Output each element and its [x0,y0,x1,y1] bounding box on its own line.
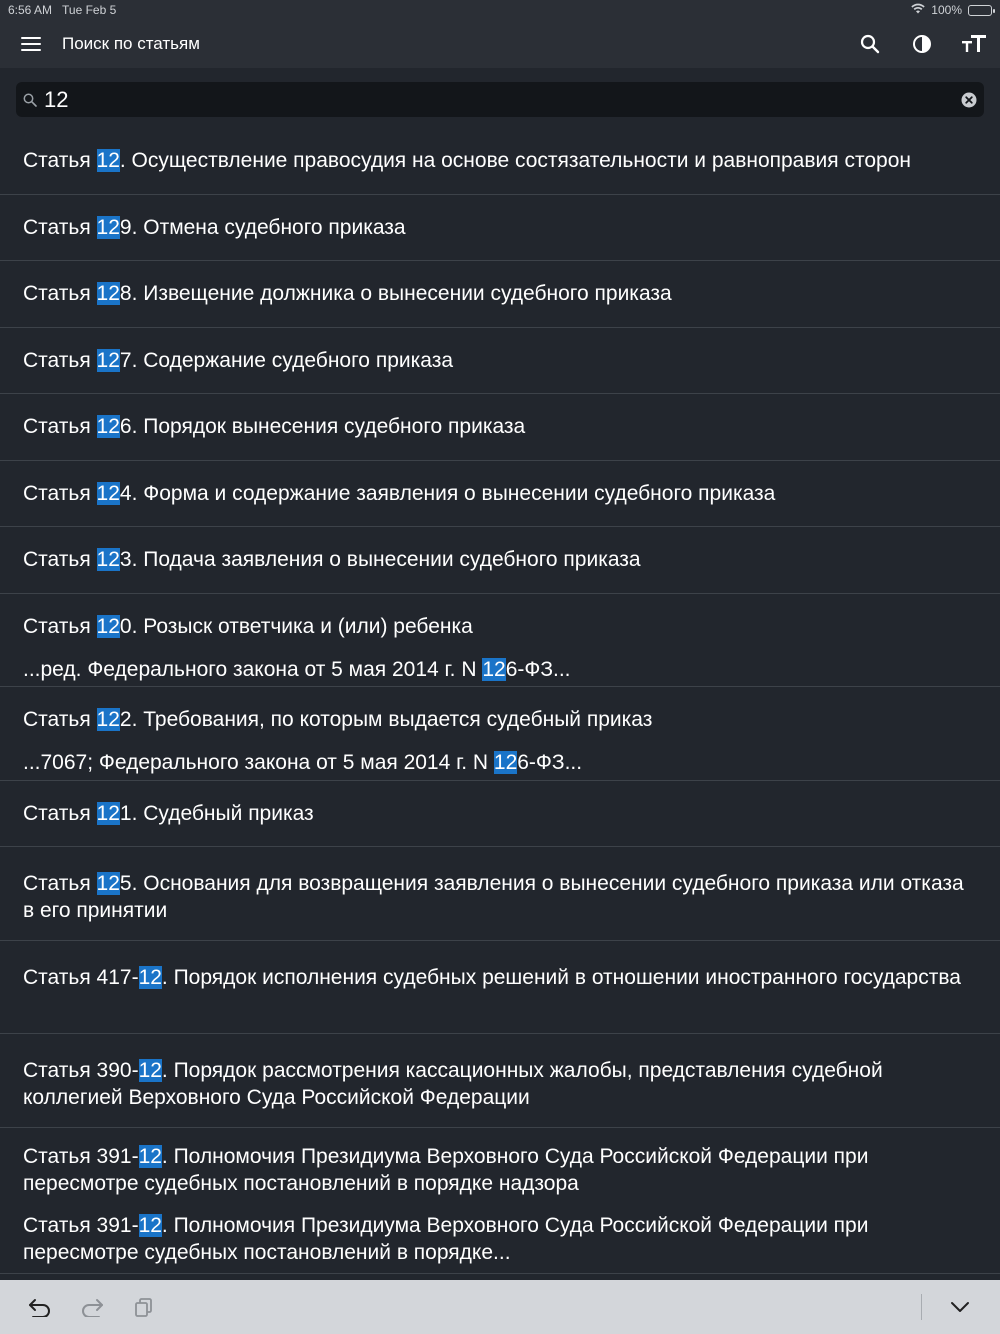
undo-icon [28,1297,52,1317]
result-snippet-text: ...7067; Федерального закона от 5 мая 2014 г. N [23,751,494,774]
result-item[interactable] [0,941,1000,1035]
result-title-text: 8. Извещение должника о вынесении судебного приказа [119,282,672,305]
theme-button[interactable] [896,20,948,68]
result-item[interactable] [0,394,1000,461]
match-highlight: 12 [96,614,120,638]
clear-search-button[interactable] [954,92,984,108]
result-item[interactable] [0,461,1000,528]
result-title-text: 2. Требования, по которым выдается судебный приказ [119,708,653,731]
result-title-text: Статья 391- [23,1144,139,1168]
match-highlight: 12 [96,548,120,571]
battery-percent: 100% [931,3,962,17]
result-title-text: Статья [23,215,97,239]
match-highlight: 12 [96,801,120,825]
result-title-text: Статья [23,801,97,825]
search-field-icon [23,93,37,107]
app-bar [0,20,1000,68]
match-highlight: 12 [96,708,120,731]
result-title-text: Статья [23,348,97,372]
result-title-text: Статья [23,548,97,571]
result-title-text: 9. Отмена судебного приказа [119,215,406,239]
result-title-text: 4. Форма и содержание заявления о вынесении судебного приказа [119,481,776,505]
result-snippet-text: 6-ФЗ... [505,657,571,681]
result-title-text: . Порядок исполнения судебных решений в отношении иностранного государства [161,965,961,989]
match-highlight: 12 [138,1059,162,1082]
result-title-text: Статья [23,415,97,438]
result-item[interactable] [0,261,1000,328]
result-snippet [23,656,977,683]
result-title-text: Статья 390- [23,1059,139,1082]
match-highlight: 12 [96,348,120,372]
result-item[interactable] [0,128,1000,195]
result-item[interactable] [0,847,1000,941]
menu-icon [21,37,41,51]
result-title-text: . Полномочия Президиума Верховного Суда Российской Федерации при пересмотре судебных постановлений в порядке надзора [23,1144,869,1195]
result-title [23,480,977,507]
result-title [23,613,977,640]
result-item[interactable] [0,781,1000,848]
results-list [0,128,1000,1274]
clear-icon [961,92,977,108]
result-title-text: . Порядок рассмотрения кассационных жалобы, представления судебной коллегией Верховного Суда Российской Федерации [23,1059,883,1109]
result-title-text: 5. Основания для возвращения заявления о вынесении судебного приказа или отказа в его принятии [23,872,964,922]
result-title-text: Статья 417- [23,965,139,989]
result-title [23,870,977,924]
result-item[interactable] [0,1034,1000,1128]
result-title-text: . Осуществление правосудия на основе состязательности и равноправия сторон [119,149,911,172]
result-title [23,1143,977,1197]
result-title-text: Статья [23,614,97,638]
search-icon [860,34,880,54]
result-title-text: 7. Содержание судебного приказа [119,348,453,372]
result-title [23,214,977,241]
result-title [23,546,977,573]
battery-icon [968,5,992,16]
match-highlight: 12 [96,149,120,172]
match-highlight: 12 [138,1144,162,1168]
result-title-text: 3. Подача заявления о вынесении судебного приказа [119,548,641,571]
result-title-text: Статья [23,481,97,505]
result-title [23,706,977,733]
text-size-button[interactable] [948,20,1000,68]
result-title [23,964,977,991]
toolbar-divider [921,1294,922,1320]
text-size-icon [962,34,986,54]
result-item[interactable] [0,1128,1000,1274]
status-date: Tue Feb 5 [62,3,117,17]
redo-icon [80,1297,104,1317]
result-snippet-text: 6-ФЗ... [517,751,583,774]
result-item[interactable] [0,527,1000,594]
result-snippet-text: Статья 391- [23,1213,139,1237]
match-highlight: 12 [96,481,120,505]
match-highlight: 12 [138,1213,162,1237]
search-input[interactable] [44,82,954,117]
result-title [23,347,977,374]
redo-button[interactable] [66,1280,118,1334]
match-highlight: 12 [482,657,506,681]
result-title-text: Статья [23,872,97,895]
undo-button[interactable] [14,1280,66,1334]
paste-button[interactable] [118,1280,170,1334]
result-title [23,1057,977,1111]
chevron-down-icon [950,1301,970,1313]
status-bar [0,0,1000,20]
match-highlight: 12 [96,215,120,239]
result-item[interactable] [0,328,1000,395]
result-snippet [23,749,977,776]
hide-keyboard-button[interactable] [934,1280,986,1334]
result-title-text: Статья [23,149,97,172]
keyboard-toolbar [0,1280,1000,1334]
result-title [23,413,977,440]
status-time: 6:56 AM [8,3,53,17]
result-title-text: 6. Порядок вынесения судебного приказа [119,415,526,438]
match-highlight: 12 [96,282,120,305]
match-highlight: 12 [96,872,120,895]
result-item[interactable] [0,687,1000,781]
result-snippet-text: ...ред. Федерального закона от 5 мая 2014 г. N [23,657,483,681]
match-highlight: 12 [96,415,120,438]
result-snippet-text: . Полномочия Президиума Верховного Суда Российской Федерации при пересмотре судебных постановлений в порядке... [23,1213,869,1264]
page-title: Поиск по статьям [62,34,200,53]
match-highlight: 12 [493,751,518,774]
result-title-text: 0. Розыск ответчика и (или) ребенка [119,614,473,638]
result-item[interactable] [0,195,1000,262]
result-snippet [23,1212,977,1266]
result-title [23,147,977,174]
search-button[interactable] [844,20,896,68]
contrast-icon [912,34,932,54]
menu-button[interactable] [0,20,62,68]
result-title [23,280,977,307]
result-item[interactable] [0,594,1000,688]
result-title-text: Статья [23,708,97,731]
wifi-icon [911,3,925,17]
result-title-text: Статья [23,282,97,305]
paste-icon [134,1297,154,1317]
match-highlight: 12 [138,965,162,989]
search-bar [16,82,984,117]
result-title-text: 1. Судебный приказ [119,801,314,825]
result-title [23,800,977,827]
